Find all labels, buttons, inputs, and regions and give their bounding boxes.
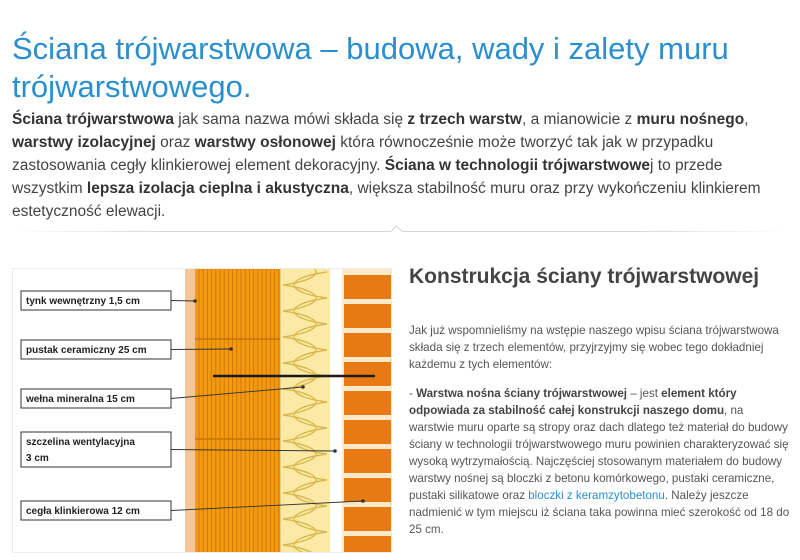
clinker-brick — [344, 275, 391, 299]
intro-bold-7: warstwy izolacyjnej — [12, 134, 156, 151]
p2-text-5: , na warstwie muru oparte są stropy oraz dach dlatego też materiał do budowy ściany w technologii trójwarstwowego muru powinien charakteryzować się wysoką wytrzymałością. Najczęściej stosowanym materiałem do budowy warstwy nośnej są bloczki z betonu komórkowego, pustaki ceramiczne, pustaki silikatowe oraz — [409, 404, 789, 502]
layer-label-text-line2: 3 cm — [26, 453, 49, 464]
intro-text-2: jak sama nazwa mówi składa się — [173, 111, 408, 128]
leader-dot — [333, 449, 337, 453]
layer-label-text: wełna mineralna 15 cm — [26, 394, 135, 405]
gap-fill — [330, 269, 342, 552]
clinker-brick — [344, 304, 391, 328]
leader-line — [171, 301, 195, 302]
leader-dot — [361, 499, 365, 503]
clinker-brick — [344, 333, 391, 357]
clinker-brick — [344, 478, 391, 502]
section-title: Konstrukcja ściany trójwarstwowej — [409, 265, 760, 288]
intro-bold-1: Ściana trójwarstwowa — [12, 111, 174, 128]
p2-bold-2: Warstwa nośna ściany trójwarstwowej — [416, 387, 627, 400]
article-title: Ściana trójwarstwowa – budowa, wady i zalety muru trójwarstwowego. — [12, 31, 729, 104]
wall-cross-section — [13, 269, 391, 552]
layer-label-text: tynk wewnętrzny 1,5 cm — [26, 296, 140, 307]
clinker-brick — [344, 420, 391, 444]
clinker-brick — [344, 362, 391, 386]
mineral-wool-layer — [280, 269, 330, 552]
layer-label-text: cegła klinkierowa 12 cm — [26, 506, 140, 517]
intro-text-6: , — [744, 111, 749, 128]
leader-dot — [193, 299, 197, 303]
p2-text-3: – jest — [627, 387, 662, 400]
layer-label-text: pustak ceramiczny 25 cm — [26, 345, 147, 356]
intro-text-14: , większa stabilność muru oraz przy wykończeniu klinkierem estetyczność elewacji. — [12, 180, 761, 220]
intro-bold-5: muru nośnego — [636, 111, 745, 128]
leader-line — [171, 349, 231, 350]
leader-dot — [229, 347, 233, 351]
intro-paragraph — [12, 108, 782, 223]
clinker-brick — [344, 391, 391, 415]
leader-dot — [301, 385, 305, 389]
ventilation-gap-layer — [330, 269, 342, 552]
intro-bold-9: warstwy osłonowej — [194, 134, 336, 151]
intro-text-12: j to przede wszystkim — [12, 157, 723, 197]
layer-label-text: szczelina wentylacyjna — [26, 437, 135, 448]
intro-bold-13: lepsza izolacja cieplna i akustyczna — [86, 180, 349, 197]
intro-bold-11: Ściana w technologii trójwarstwowe — [384, 157, 651, 174]
clinker-brick-layer — [342, 269, 391, 552]
p2-bold-4: element który odpowiada za stabilność całej konstrukcji naszego domu — [409, 387, 737, 417]
divider-notch — [390, 225, 403, 238]
keramzyt-blocks-link[interactable]: bloczki z keramzytobetonu — [528, 489, 665, 502]
section-paragraph-2 — [409, 385, 791, 538]
ceramic-block-layer — [195, 269, 280, 552]
clinker-brick — [344, 449, 391, 473]
intro-text-8: oraz — [155, 134, 195, 151]
wall-layers-diagram — [12, 268, 392, 553]
intro-text-10: która równocześnie może tworzyć tak jak w przypadku zastosowania cegły klinkierowej element dekoracyjny. — [12, 134, 714, 174]
p2-text-1: - — [409, 387, 417, 400]
clinker-brick — [344, 507, 391, 531]
intro-bold-3: z trzech warstw — [407, 111, 522, 128]
layer-labels — [21, 291, 171, 520]
p2-text-6: . Należy jeszcze nadmienić w tym miejscu iż ściana taka powinna mieć szerokość od 18 do 25 cm. — [409, 489, 790, 536]
section-paragraph-1: Jak już wspomnieliśmy na wstępie naszego wpisu ściana trójwarstwowa składa się z trzech elementów, przyjrzyjmy się wobec tego dokładniej każdemu z tych elementów: — [409, 324, 779, 371]
clinker-brick — [344, 536, 391, 552]
section-body — [409, 322, 791, 550]
intro-text-4: , a mianowicie z — [521, 111, 637, 128]
